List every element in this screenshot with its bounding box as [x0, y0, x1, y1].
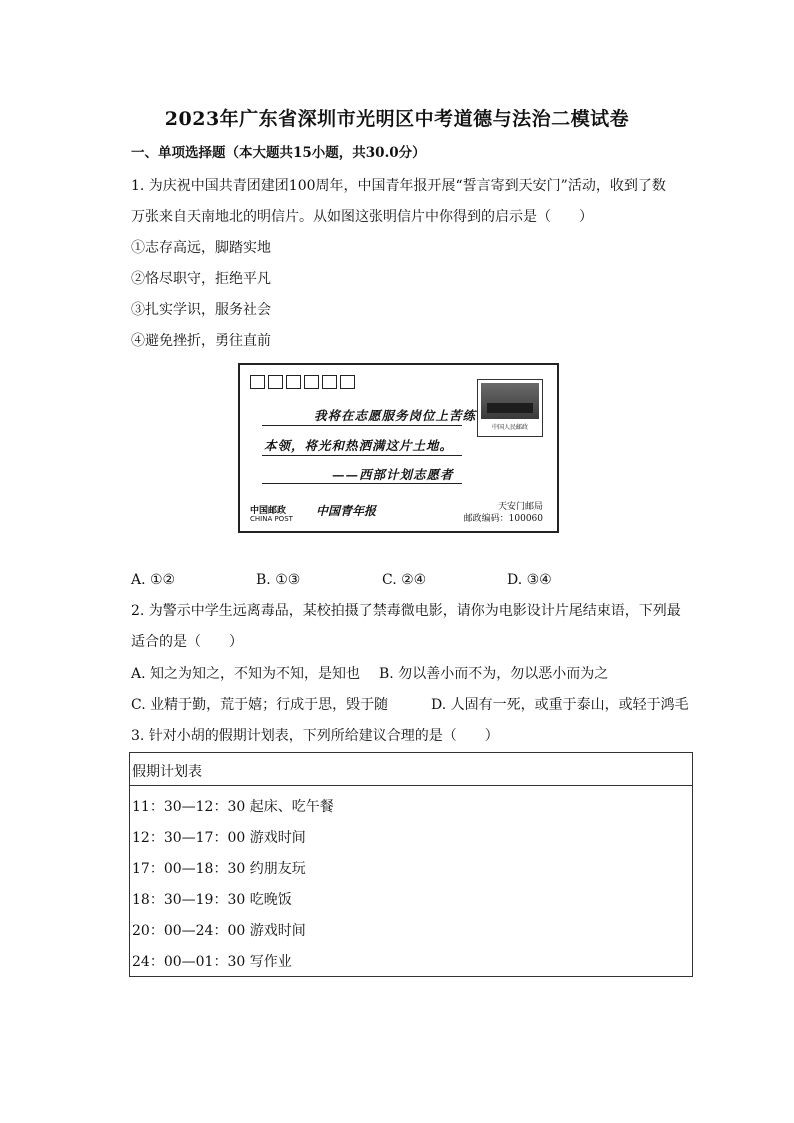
q1-statement-3: ③扎实学识，服务社会: [131, 302, 271, 318]
post-office-info: [464, 501, 543, 525]
postcard-text-line3: ——西部计划志愿者: [332, 467, 454, 482]
table-header-label: 假期计划表: [132, 764, 202, 780]
postcode-text: 邮政编码：100060: [463, 514, 543, 524]
q1-statement-1: ①志存高远，脚踏实地: [131, 240, 271, 256]
stamp-caption: 中国人民邮政: [491, 424, 528, 431]
postcard-figure: [238, 363, 559, 533]
table-row: 20：00—24：00 游戏时间: [132, 923, 306, 939]
table-body: [130, 786, 692, 976]
postcard-rule: [262, 455, 462, 456]
postcard-rule: [262, 425, 462, 426]
q2-option-b[interactable]: B. 勿以善小而不为，勿以恶小而为之: [379, 666, 609, 682]
page-title: 2023年广东省深圳市光明区中考道德与法治二模试卷: [164, 108, 630, 130]
tiananmen-stamp-icon: [481, 383, 539, 419]
china-post-logo: [250, 507, 293, 523]
section-heading: 一、单项选择题（本大题共15小题，共30.0分）: [131, 145, 426, 161]
postcard-text-line2: 本领，将光和热洒满这片土地。: [264, 438, 454, 453]
post-office-name: 天安门邮局: [497, 502, 543, 512]
q2-stem-line1: 2. 为警示中学生远离毒品，某校拍摄了禁毒微电影，请你为电影设计片尾结束语，下列最: [131, 603, 681, 619]
postcard-rule: [262, 483, 462, 484]
post-logo-en: CHINA POST: [250, 515, 293, 523]
q1-option-b[interactable]: B. ①③: [256, 572, 301, 588]
table-header: [130, 753, 692, 786]
q1-option-d[interactable]: D. ③④: [507, 572, 552, 588]
q3-stem: 3. 针对小胡的假期计划表，下列所给建议合理的是（ ）: [131, 728, 499, 744]
q1-statement-2: ②恪尽职守，拒绝平凡: [131, 271, 271, 287]
table-row: 12：30—17：00 游戏时间: [132, 830, 306, 846]
q2-option-d[interactable]: D. 人固有一死，或重于泰山，或轻于鸿毛: [431, 697, 689, 713]
q2-option-c[interactable]: C. 业精于勤，荒于嬉；行成于思，毁于随: [131, 697, 389, 713]
postcode-boxes: [250, 375, 355, 389]
table-row: 18：30—19：30 吃晚饭: [132, 892, 292, 908]
table-row: 17：00—18：30 约朋友玩: [132, 861, 306, 877]
q1-statement-4: ④避免挫折，勇往直前: [131, 333, 271, 349]
q1-stem-line2: 万张来自天南地北的明信片。从如图这张明信片中你得到的启示是（ ）: [131, 209, 593, 225]
stamp: [477, 379, 543, 437]
postcard-text-line1: 我将在志愿服务岗位上苦练: [314, 408, 477, 423]
post-logo-cn: 中国邮政: [250, 506, 287, 516]
q1-option-c[interactable]: C. ②④: [382, 572, 427, 588]
q2-stem-line2: 适合的是（ ）: [131, 634, 243, 650]
q2-option-a[interactable]: A. 知之为知之，不知为不知，是知也: [131, 666, 361, 682]
table-row: 11：30—12：30 起床、吃午餐: [132, 799, 334, 815]
holiday-plan-table: [129, 752, 693, 977]
q1-stem-line1: 1. 为庆祝中国共青团建团100周年，中国青年报开展“誓言寄到天安门”活动，收到了数: [131, 178, 666, 194]
table-row: 24：00—01：30 写作业: [132, 954, 292, 970]
newspaper-logo: 中国青年报: [316, 504, 377, 518]
q1-option-a[interactable]: A. ①②: [131, 572, 176, 588]
